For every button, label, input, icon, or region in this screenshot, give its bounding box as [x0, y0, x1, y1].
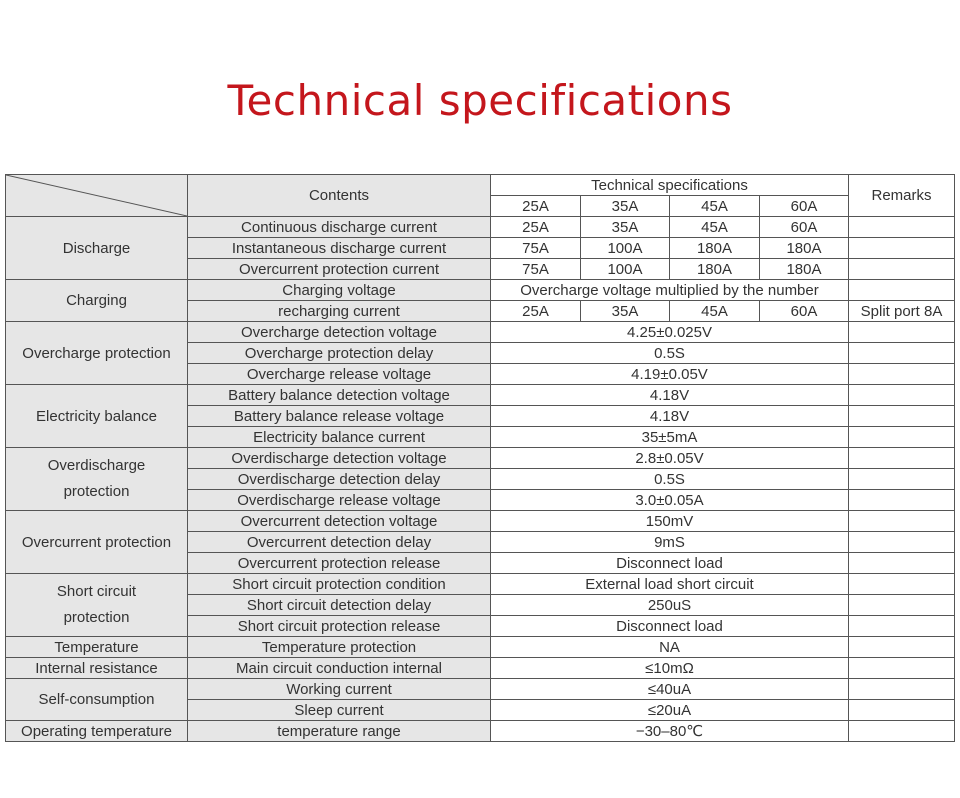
- table-cell: 4.18V: [491, 406, 849, 427]
- table-cell: 4.19±0.05V: [491, 364, 849, 385]
- table-row-label: temperature range: [188, 721, 491, 742]
- table-cell: −30–80℃: [491, 721, 849, 742]
- remark-cell: [849, 469, 955, 490]
- table-cell: 150mV: [491, 511, 849, 532]
- remark-cell: [849, 259, 955, 280]
- section-discharge: Discharge: [6, 217, 188, 280]
- table-cell: 25A: [491, 301, 581, 322]
- table-row-label: Overcharge protection delay: [188, 343, 491, 364]
- remark-cell: [849, 532, 955, 553]
- table-cell: ≤10mΩ: [491, 658, 849, 679]
- remark-cell: [849, 322, 955, 343]
- table-cell: 180A: [760, 259, 849, 280]
- table-cell: 2.8±0.05V: [491, 448, 849, 469]
- section-self-consumption: Self-consumption: [6, 679, 188, 721]
- remark-cell: [849, 448, 955, 469]
- table-row-label: Temperature protection: [188, 637, 491, 658]
- table-cell: Disconnect load: [491, 553, 849, 574]
- remark-cell: [849, 721, 955, 742]
- table-cell: 180A: [670, 259, 760, 280]
- table-row-label: Short circuit protection release: [188, 616, 491, 637]
- table-row-label: Overcurrent protection release: [188, 553, 491, 574]
- section-charging: Charging: [6, 280, 188, 322]
- table-cell: 60A: [760, 217, 849, 238]
- section-temperature: Temperature: [6, 637, 188, 658]
- remark-cell: [849, 574, 955, 595]
- section-name-line: Short circuit: [56, 583, 137, 600]
- table-row-label: Battery balance release voltage: [188, 406, 491, 427]
- table-cell: 180A: [670, 238, 760, 259]
- table-cell: 250uS: [491, 595, 849, 616]
- table-row-label: Electricity balance current: [188, 427, 491, 448]
- diagonal-divider-icon: [6, 175, 187, 216]
- remark-cell: [849, 238, 955, 259]
- remark-cell: [849, 280, 955, 301]
- section-internal-resistance: Internal resistance: [6, 658, 188, 679]
- table-row-label: Short circuit detection delay: [188, 595, 491, 616]
- remark-cell: [849, 385, 955, 406]
- section-name-line: Overdischarge: [47, 457, 146, 474]
- header-contents: Contents: [188, 175, 491, 217]
- header-model-60a: 60A: [760, 196, 849, 217]
- table-cell: 4.25±0.025V: [491, 322, 849, 343]
- table-row-label: Battery balance detection voltage: [188, 385, 491, 406]
- section-name-line: protection: [63, 609, 130, 626]
- section-overcharge-protection: Overcharge protection: [6, 322, 188, 385]
- table-row-label: Overcurrent protection current: [188, 259, 491, 280]
- table-cell: Disconnect load: [491, 616, 849, 637]
- table-row-label: Overcurrent detection delay: [188, 532, 491, 553]
- table-cell: 35A: [581, 217, 670, 238]
- table-cell: 60A: [760, 301, 849, 322]
- table-cell: 180A: [760, 238, 849, 259]
- table-row-label: Working current: [188, 679, 491, 700]
- table-cell: 25A: [491, 217, 581, 238]
- header-remarks: Remarks: [849, 175, 955, 217]
- remark-cell: [849, 364, 955, 385]
- remark-cell: [849, 658, 955, 679]
- table-row-label: Overcharge release voltage: [188, 364, 491, 385]
- table-row-label: Overdischarge detection voltage: [188, 448, 491, 469]
- table-row-label: Overdischarge detection delay: [188, 469, 491, 490]
- section-name-line: protection: [63, 483, 130, 500]
- table-cell: 0.5S: [491, 343, 849, 364]
- remark-cell: [849, 679, 955, 700]
- table-cell: 45A: [670, 217, 760, 238]
- spec-table: [5, 174, 955, 742]
- table-row-label: Overdischarge release voltage: [188, 490, 491, 511]
- remark-cell: [849, 490, 955, 511]
- section-overdischarge-protection: [6, 448, 188, 511]
- table-cell: NA: [491, 637, 849, 658]
- remark-cell: [849, 700, 955, 721]
- table-row-label: Overcharge detection voltage: [188, 322, 491, 343]
- remark-cell: [849, 406, 955, 427]
- header-model-35a: 35A: [581, 196, 670, 217]
- table-row-label: Sleep current: [188, 700, 491, 721]
- table-cell: 0.5S: [491, 469, 849, 490]
- table-row-label: Continuous discharge current: [188, 217, 491, 238]
- section-operating-temperature: Operating temperature: [6, 721, 188, 742]
- table-cell: 35±5mA: [491, 427, 849, 448]
- table-row-label: Charging voltage: [188, 280, 491, 301]
- table-cell: 35A: [581, 301, 670, 322]
- table-cell: External load short circuit: [491, 574, 849, 595]
- table-cell: 3.0±0.05A: [491, 490, 849, 511]
- page-title: Technical specifications: [227, 76, 733, 125]
- remark-cell: [849, 217, 955, 238]
- section-electricity-balance: Electricity balance: [6, 385, 188, 448]
- table-cell: 100A: [581, 238, 670, 259]
- remark-cell: Split port 8A: [849, 301, 955, 322]
- table-row-label: Overcurrent detection voltage: [188, 511, 491, 532]
- header-corner-cell: [6, 175, 188, 217]
- table-row-label: Main circuit conduction internal: [188, 658, 491, 679]
- remark-cell: [849, 511, 955, 532]
- remark-cell: [849, 595, 955, 616]
- table-cell: ≤40uA: [491, 679, 849, 700]
- header-model-45a: 45A: [670, 196, 760, 217]
- table-row-label: Short circuit protection condition: [188, 574, 491, 595]
- header-model-25a: 25A: [491, 196, 581, 217]
- section-overcurrent-protection: Overcurrent protection: [6, 511, 188, 574]
- section-short-circuit-protection: [6, 574, 188, 637]
- table-cell: 4.18V: [491, 385, 849, 406]
- table-row-label: recharging current: [188, 301, 491, 322]
- table-cell: 9mS: [491, 532, 849, 553]
- table-row-label: Instantaneous discharge current: [188, 238, 491, 259]
- table-cell: ≤20uA: [491, 700, 849, 721]
- header-specs: Technical specifications: [491, 175, 849, 196]
- table-cell: 45A: [670, 301, 760, 322]
- remark-cell: [849, 427, 955, 448]
- table-cell: Overcharge voltage multiplied by the number: [491, 280, 849, 301]
- remark-cell: [849, 553, 955, 574]
- table-cell: 75A: [491, 238, 581, 259]
- remark-cell: [849, 637, 955, 658]
- remark-cell: [849, 343, 955, 364]
- table-cell: 100A: [581, 259, 670, 280]
- remark-cell: [849, 616, 955, 637]
- table-cell: 75A: [491, 259, 581, 280]
